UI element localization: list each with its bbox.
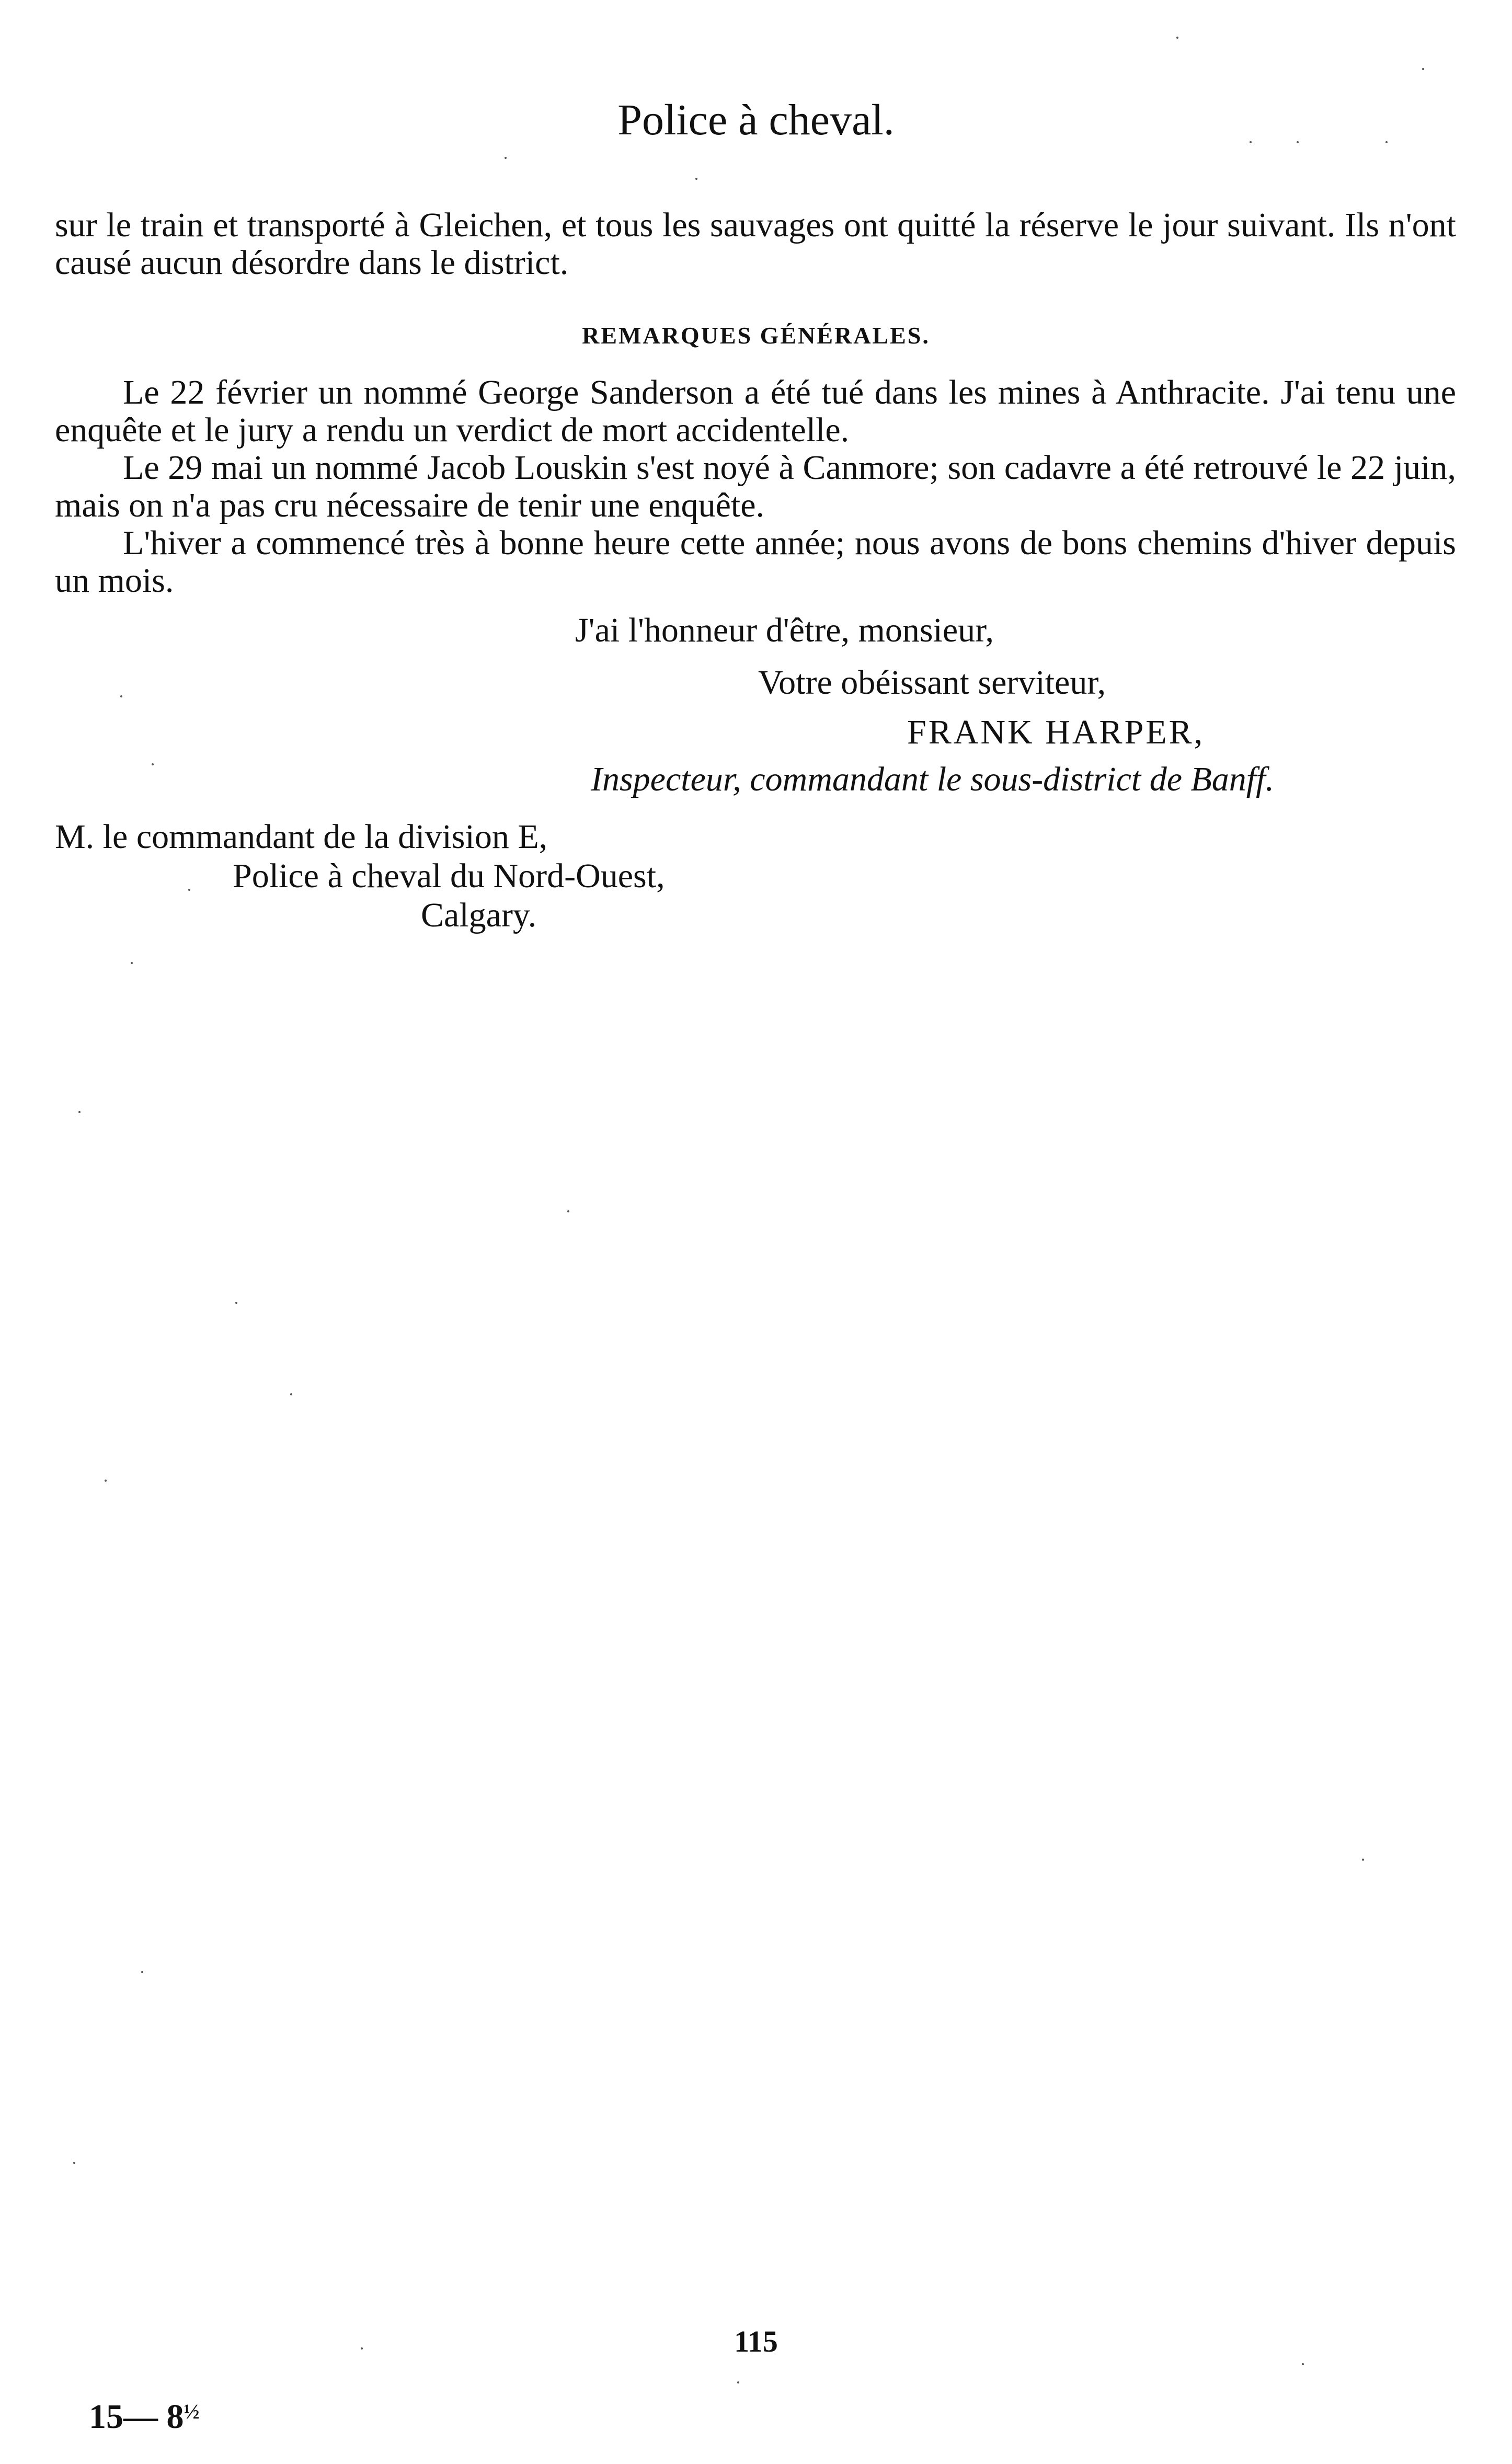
continuation-paragraph: sur le train et transporté à Gleichen, et tous les sauvages ont quitté la réserve le jour suivant. Ils n'ont causé aucun désordre dans le district.: [55, 206, 1456, 282]
scan-speck: [78, 1111, 81, 1113]
page-number: 115: [734, 2324, 778, 2358]
running-header: Police à cheval.: [617, 96, 895, 144]
closing-line: J'ai l'honneur d'être, monsieur,: [575, 611, 994, 649]
signatory-title: Inspecteur, commandant le sous-district de Banff.: [591, 760, 1274, 798]
scan-speck: [141, 1971, 143, 1973]
section-heading: REMARQUES GÉNÉRALES.: [582, 322, 930, 349]
signature-mark-fraction: ½: [184, 2400, 200, 2423]
remark-paragraph-3: L'hiver a commencé très à bonne heure cette année; nous avons de bons chemins d'hiver depuis un mois.: [55, 524, 1456, 600]
scan-speck: [1422, 68, 1424, 70]
scan-speck: [1250, 141, 1252, 143]
address-line-3: Calgary.: [421, 896, 537, 934]
scan-speck: [1362, 1859, 1364, 1861]
remarks-body: [55, 374, 1456, 600]
signatory-name: FRANK HARPER,: [907, 713, 1205, 751]
servant-line: Votre obéissant serviteur,: [758, 663, 1106, 702]
scan-speck: [737, 2381, 739, 2383]
scan-speck: [1302, 2363, 1304, 2365]
scan-speck: [695, 178, 697, 180]
scan-speck: [567, 1210, 569, 1212]
scan-speck: [105, 1480, 107, 1482]
signature-mark-text: 15— 8: [89, 2398, 184, 2436]
scan-speck: [1385, 141, 1388, 143]
scan-speck: [152, 763, 154, 765]
remark-paragraph-2: Le 29 mai un nommé Jacob Louskin s'est noyé à Canmore; son cadavre a été retrouvé le 22 juin, mais on n'a pas cru nécessaire de tenir une enquête.: [55, 449, 1456, 524]
scan-speck: [1297, 141, 1299, 143]
scan-speck: [290, 1393, 292, 1395]
scan-speck: [235, 1302, 237, 1304]
scan-speck: [131, 962, 133, 964]
scan-speck: [120, 695, 122, 697]
scan-speck: [188, 889, 190, 891]
scan-speck: [73, 2162, 75, 2164]
scan-speck: [505, 157, 507, 159]
address-line-2: Police à cheval du Nord-Ouest,: [233, 857, 665, 895]
scan-speck: [1176, 37, 1178, 39]
address-line-1: M. le commandant de la division E,: [55, 818, 548, 856]
printer-signature-mark: [89, 2397, 200, 2437]
scan-speck: [361, 2347, 363, 2350]
remark-paragraph-1: Le 22 février un nommé George Sanderson a été tué dans les mines à Anthracite. J'ai tenu une enquête et le jury a rendu un verdict de mort accidentelle.: [55, 373, 1456, 449]
